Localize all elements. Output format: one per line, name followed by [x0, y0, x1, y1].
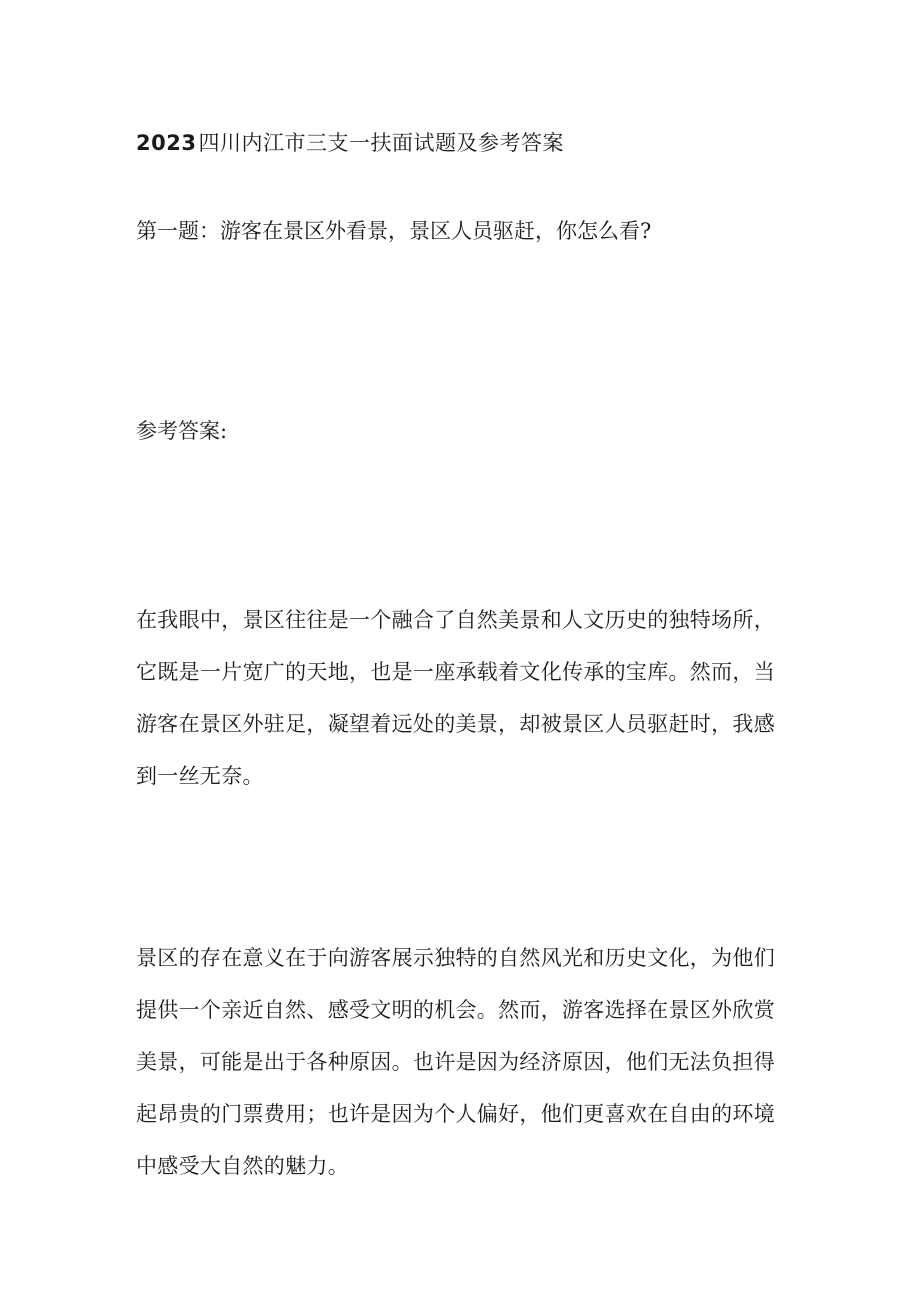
- answer-label: 参考答案:: [136, 419, 228, 443]
- answer-paragraph-2: [136, 932, 796, 1192]
- title-text: 四川内江市三支一扶面试题及参考答案: [198, 131, 564, 155]
- paragraph-line: 它既是一片宽广的天地，也是一座承载着文化传承的宝库。然而，当: [136, 660, 775, 684]
- paragraph-line: 到一丝无奈。: [136, 764, 264, 788]
- paragraph-line: 景区的存在意义在于向游客展示独特的自然风光和历史文化，为他们: [136, 946, 775, 970]
- paragraph-line: 美景，可能是出于各种原因。也许是因为经济原因，他们无法负担得: [136, 1050, 775, 1074]
- paragraph-line: 中感受大自然的魅力。: [136, 1154, 349, 1178]
- paragraph-line: 在我眼中，景区往往是一个融合了自然美景和人文历史的独特场所，: [136, 608, 775, 632]
- paragraph-line: 起昂贵的门票费用；也许是因为个人偏好，他们更喜欢在自由的环境: [136, 1102, 775, 1126]
- title-year: 2023: [136, 131, 197, 155]
- answer-paragraph-1: [136, 594, 796, 802]
- paragraph-line: 提供一个亲近自然、感受文明的机会。然而，游客选择在景区外欣赏: [136, 998, 775, 1022]
- question-1: 第一题：游客在景区外看景，景区人员驱赶，你怎么看?: [136, 219, 652, 243]
- document-title: [136, 128, 796, 158]
- paragraph-line: 游客在景区外驻足，凝望着远处的美景，却被景区人员驱赶时，我感: [136, 712, 775, 736]
